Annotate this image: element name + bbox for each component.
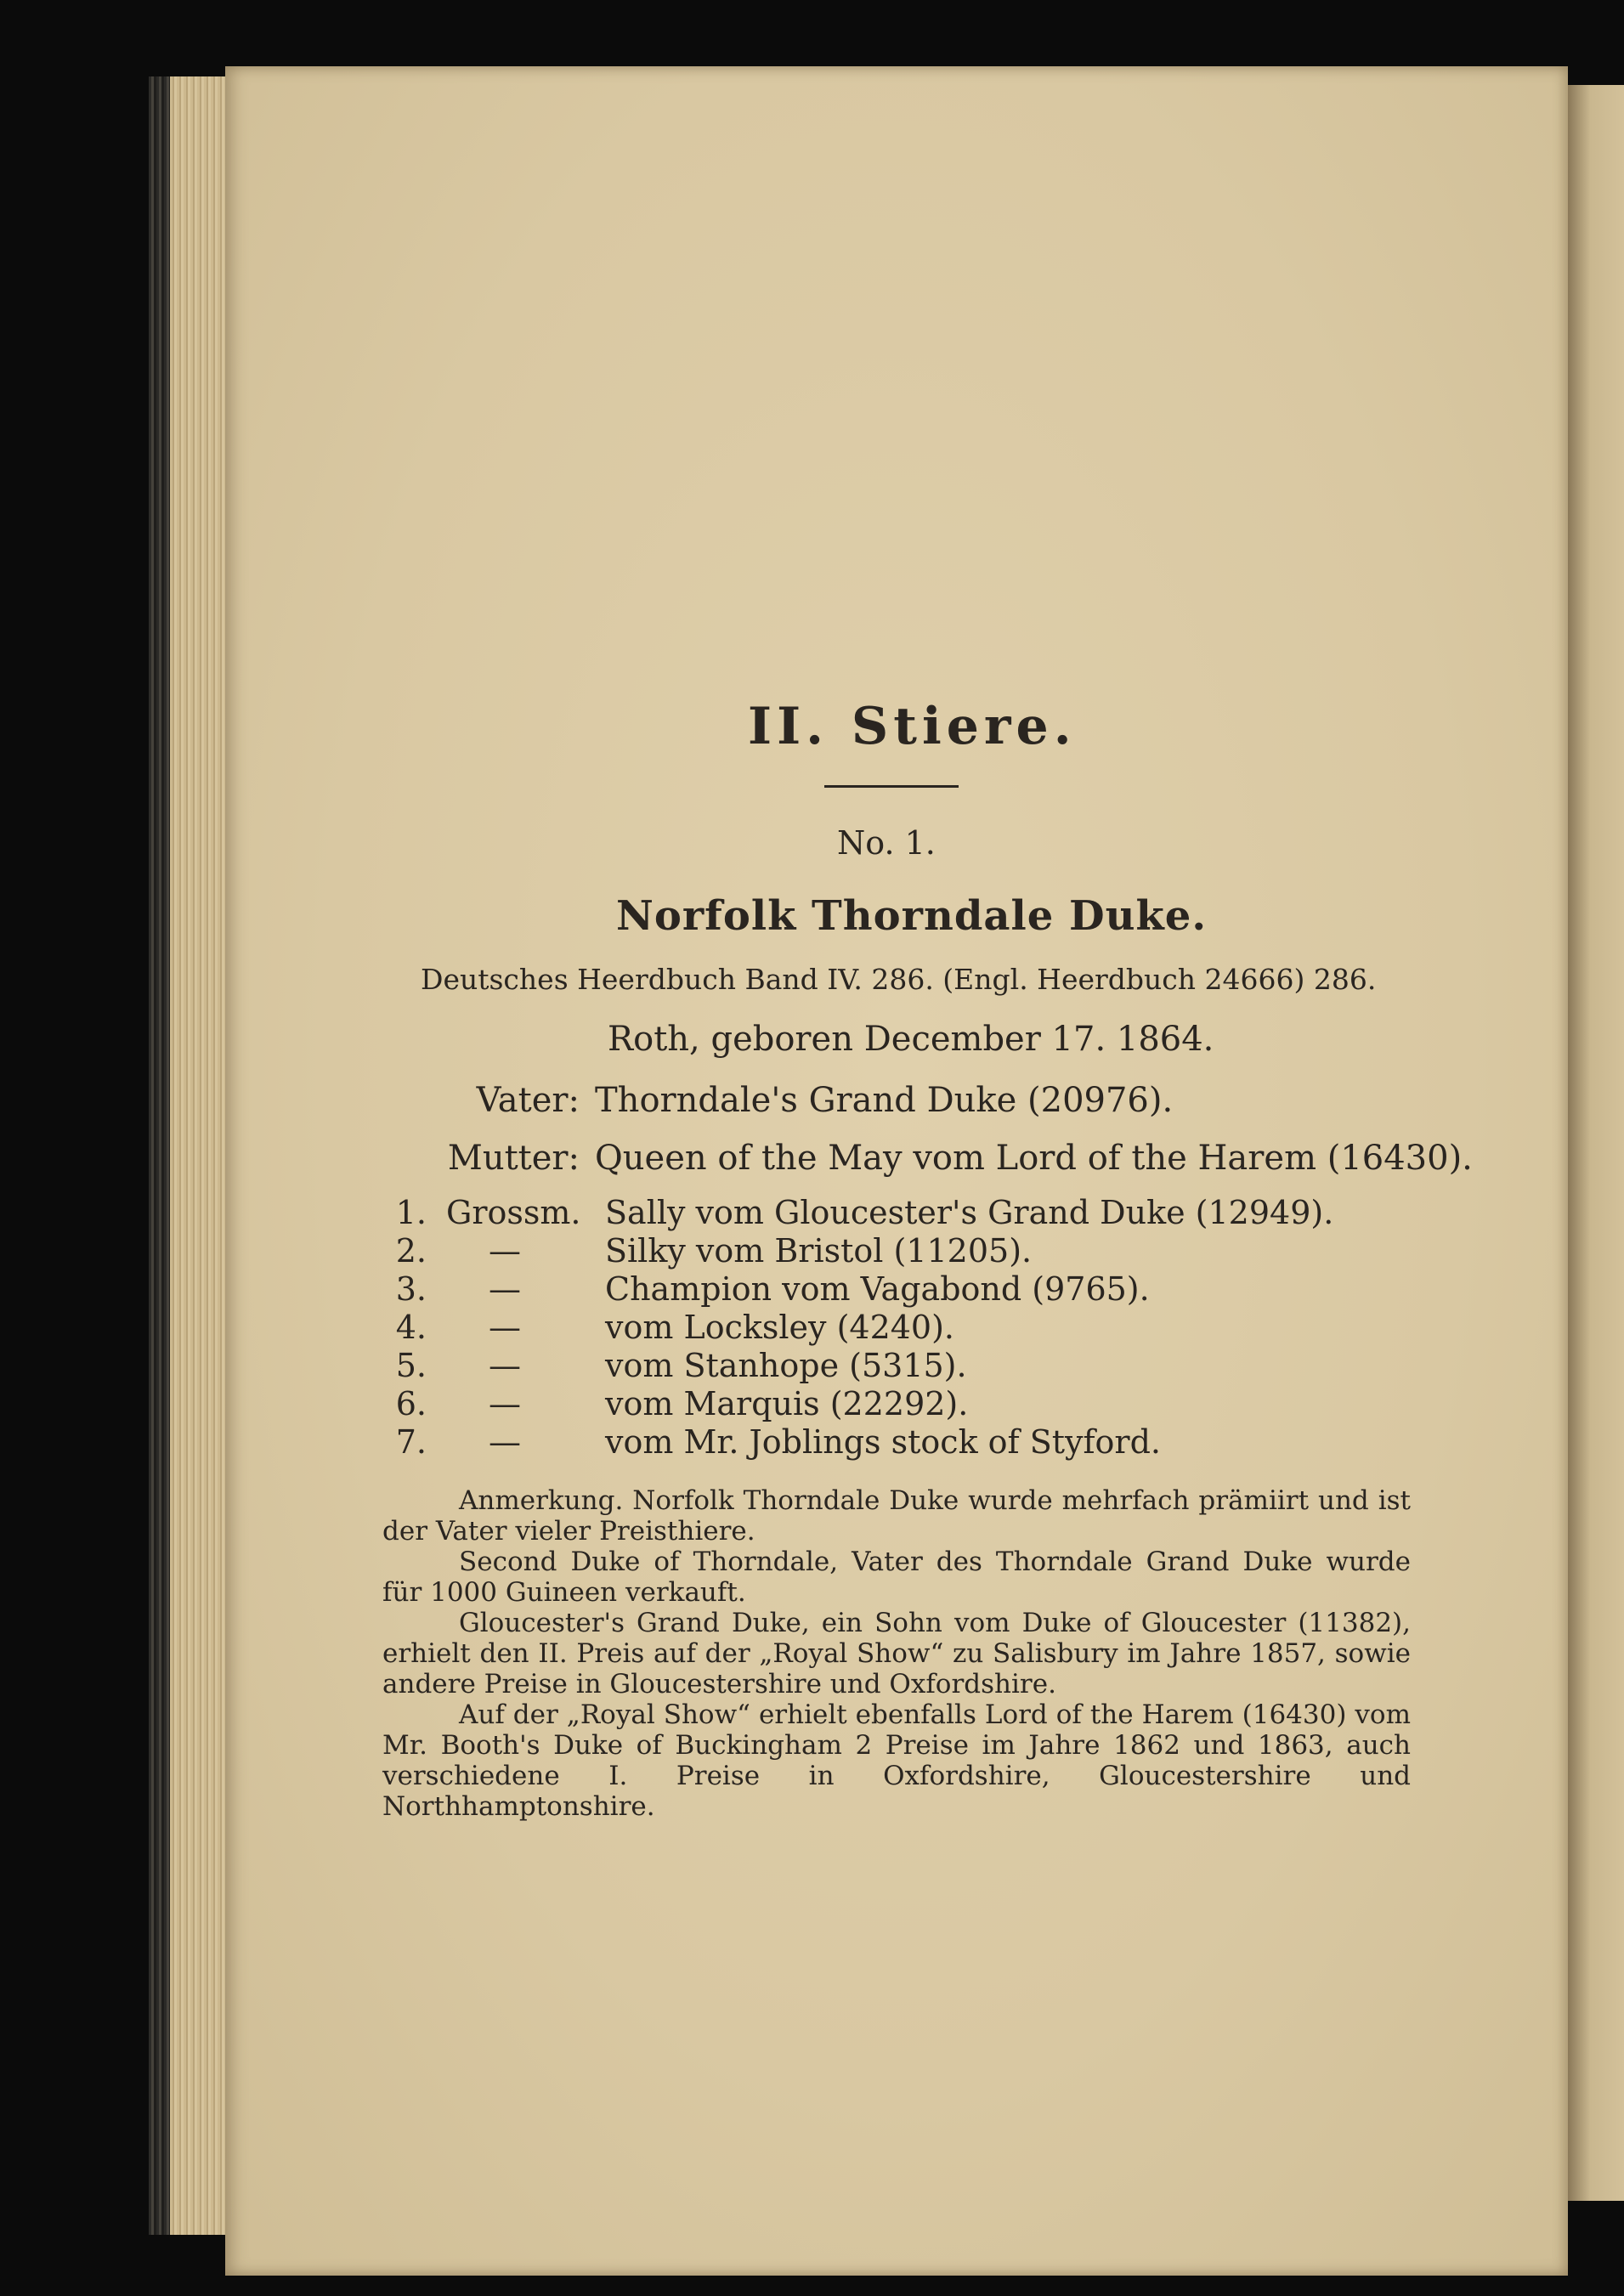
ancestor-description: vom Locksley (4240). <box>605 1309 955 1346</box>
ancestor-number: 7. <box>395 1423 427 1461</box>
remarks-section <box>382 1485 1411 1822</box>
remark-paragraph: Anmerkung. Norfolk Thorndale Duke wurde mehrfach prämiirt und ist der Vater vieler Preisthiere. <box>382 1485 1411 1547</box>
section-heading: II. Stiere. <box>748 697 1077 756</box>
page-edges <box>170 76 229 2235</box>
sire-line <box>476 1081 1174 1120</box>
sire-value: Thorndale's Grand Duke (20976). <box>595 1081 1174 1120</box>
ancestor-description: vom Marquis (22292). <box>605 1385 969 1422</box>
ancestor-relation: — <box>489 1270 521 1308</box>
ancestor-description: vom Stanhope (5315). <box>605 1347 967 1384</box>
ancestor-number: 2. <box>395 1232 427 1270</box>
ancestor-description: vom Mr. Joblings stock of Styford. <box>605 1423 1161 1461</box>
dam-value: Queen of the May vom Lord of the Harem (16430). <box>595 1139 1473 1178</box>
ancestor-description: Champion vom Vagabond (9765). <box>605 1270 1150 1308</box>
ancestor-relation: Grossm. <box>446 1194 581 1231</box>
birth-info: Roth, geboren December 17. 1864. <box>608 1020 1214 1059</box>
heading-rule <box>824 785 959 788</box>
ancestor-number: 1. <box>395 1194 427 1231</box>
remark-paragraph: Gloucester's Grand Duke, ein Sohn vom Duke of Gloucester (11382), erhielt den II. Preis auf der „Royal Show“ zu Salisbury im Jahre 1857, sowie andere Preise in Gloucestershire und Oxfordshire. <box>382 1608 1411 1699</box>
ancestor-number: 3. <box>395 1270 427 1308</box>
dam-line <box>447 1139 1473 1178</box>
remark-paragraph: Auf der „Royal Show“ erhielt ebenfalls Lord of the Harem (16430) vom Mr. Booth's Duke of Buckingham 2 Preise im Jahre 1862 und 1863, auch verschiedene I. Preise in Oxfordshire, Gloucestershire und Northhamptonshire. <box>382 1699 1411 1822</box>
ancestor-description: Silky vom Bristol (11205). <box>605 1232 1033 1270</box>
ancestor-number: 5. <box>395 1347 427 1384</box>
ancestor-number: 6. <box>395 1385 427 1422</box>
remark-paragraph: Second Duke of Thorndale, Vater des Thorndale Grand Duke wurde für 1000 Guineen verkauft. <box>382 1547 1411 1608</box>
entry-number: No. 1. <box>837 824 936 862</box>
sire-label: Vater: <box>476 1081 580 1120</box>
ancestor-relation: — <box>489 1385 521 1422</box>
ancestor-number: 4. <box>395 1309 427 1346</box>
ancestor-relation: — <box>489 1232 521 1270</box>
herdbook-reference: Deutsches Heerdbuch Band IV. 286. (Engl. Heerdbuch 24666) 286. <box>421 963 1377 996</box>
ancestor-relation: — <box>489 1309 521 1346</box>
dam-label: Mutter: <box>447 1139 580 1178</box>
ancestor-relation: — <box>489 1347 521 1384</box>
next-page-edge <box>1568 85 1624 2201</box>
ancestor-description: Sally vom Gloucester's Grand Duke (12949). <box>605 1194 1334 1231</box>
ancestor-relation: — <box>489 1423 521 1461</box>
entry-title: Norfolk Thorndale Duke. <box>616 892 1208 940</box>
